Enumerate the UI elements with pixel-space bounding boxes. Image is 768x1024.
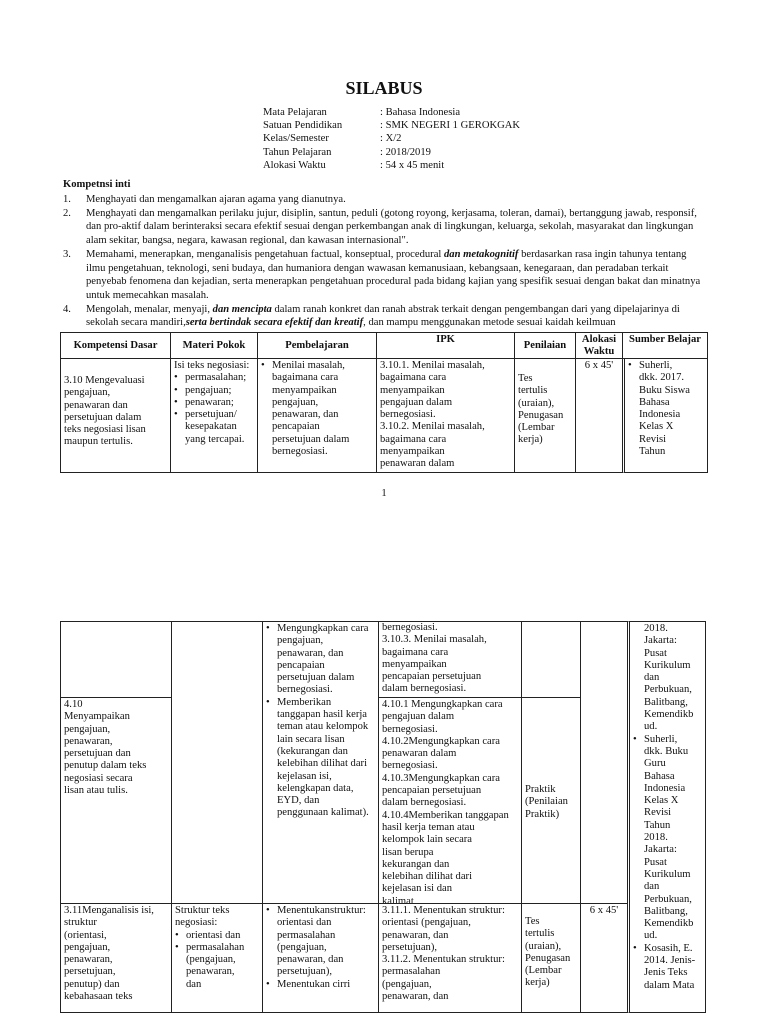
materi-intro: Isi teks negosiasi:: [174, 360, 250, 371]
list-item: [174, 409, 254, 446]
list-item: [63, 248, 708, 303]
item-text: [86, 248, 708, 303]
kd-4-10: 4.10 Menyampaikan pengajuan, penawaran, persetujuan dan penutup dalam teks negosiasi secara lisan atau tulis.: [60, 697, 172, 904]
alokasi-3-11-cell: 6 x 45': [580, 903, 628, 1013]
kompetensi-inti-heading: Kompetnsi inti: [63, 179, 131, 190]
text: Mengolah, menalar, menyaji,: [86, 303, 213, 315]
meta-row: [263, 119, 520, 132]
penilaian-empty-cell: [521, 621, 581, 698]
meta-row: [263, 106, 520, 119]
item-text: Menghayati dan mengamalkan ajaran agama yang dianutnya.: [86, 194, 346, 205]
bullet-icon: •: [174, 372, 178, 384]
meta-row: [263, 146, 520, 159]
bullet-icon: •: [628, 360, 632, 371]
item-number: 3.: [63, 248, 71, 260]
text: , dan mampu menggunakan metode sesuai kaidah keilmuan: [363, 317, 616, 329]
text: Memahami, menerapkan, menganalisis pengetahuan factual, konseptual, procedural: [86, 248, 444, 260]
item-text: permasalahan (pengajuan, penawaran, dan: [186, 941, 245, 990]
list-item: [266, 979, 375, 991]
penilaian-cell: Tes tertulis (uraian), Penugasan (Lembar kerja): [514, 358, 576, 473]
subject-info: [263, 106, 520, 172]
meta-label: Kelas/Semester: [263, 133, 329, 145]
list-item: [174, 385, 254, 397]
list-item: [266, 697, 375, 820]
header-kompetensi-dasar: Kompetensi Dasar: [60, 332, 171, 359]
item-text: Mengungkapkan cara pengajuan, penawaran, dan pencapaian persetujuan dalam bernegosiasi.: [277, 623, 369, 696]
item-text: permasalahan;: [185, 372, 247, 384]
list-item: [174, 397, 254, 409]
item-text: [86, 303, 708, 330]
ipk-cell: bernegosiasi. 3.10.3. Menilai masalah, bagaimana cara menyampaikan pencapaian persetujuan dalam bernegosiasi.: [378, 621, 522, 698]
materi-pokok-cell: [171, 903, 263, 1013]
ipk-cell: 3.10.1. Menilai masalah, bagaimana cara menyampaikan pengajuan dalam bernegosiasi. 3.10.2. Menilai masalah, bagaimana cara menyampaikan penawaran dalam: [376, 358, 515, 473]
penilaian-3-11-cell: Tes tertulis (uraian), Penugasan (Lembar kerja): [521, 903, 581, 1013]
meta-row: [263, 132, 520, 145]
pembelajaran-cell: [262, 621, 379, 904]
meta-value: : Bahasa Indonesia: [380, 107, 461, 118]
pembelajaran-cell: [262, 903, 379, 1013]
list-item: [63, 207, 708, 248]
kd-3-11: 3.11Menganalisis isi, struktur (orientasi, pengajuan, penawaran, persetujuan, penutup) dan kebahasaan teks: [60, 903, 172, 1013]
page-title: SILABUS: [345, 78, 423, 98]
text: berdasarkan rasa ingin tahunya tentang ilmu pengetahuan, teknologi, seni budaya, dan humaniora dengan wawasan kemanusiaan, kebangsaan, kenegaraan, dan peradaban terkait penyebab fenomena dan kejadian, serta menerapkan pengetahuan procedural pada bidang kajian yang spesifik sesuai dengan bakat dan minatnya untuk memecahkan masalah.: [86, 248, 701, 301]
sumber-cell: [627, 621, 706, 1013]
meta-value: : X/2: [380, 133, 402, 145]
meta-label: Satuan Pendidikan: [263, 120, 343, 132]
list-item: [261, 360, 373, 458]
meta-label: Mata Pelajaran: [263, 107, 327, 118]
bullet-icon: •: [174, 384, 178, 396]
ipk-4-10-cell: 4.10.1 Mengungkapkan cara pengajuan dalam bernegosiasi. 4.10.2Mengungkapkan cara penawaran dalam bernegosiasi. 4.10.3Mengungkapkan cara pencapaian persetujuan dalam bernegosiasi. 4.10.4Memberikan tanggapan hasil kerja teman atau kelompok lain secara lisan berupa kekurangan dan kelebihan dilihat dari kejelasan isi dan kalimat: [378, 697, 522, 904]
bullet-icon: •: [266, 696, 270, 708]
header-alokasi-waktu: Alokasi Waktu: [575, 332, 623, 359]
kompetensi-inti-list: [63, 193, 708, 330]
sumber-cell: [622, 358, 708, 473]
bullet-icon: •: [174, 409, 178, 421]
bullet-icon: •: [266, 623, 270, 634]
header-ipk: IPK: [376, 332, 515, 359]
pembelajaran-cell: [257, 358, 377, 473]
meta-label: Tahun Pelajaran: [263, 146, 332, 158]
item-number: 4.: [63, 303, 71, 315]
list-item: [174, 372, 254, 384]
bullet-icon: •: [633, 733, 637, 745]
sumber-continued: 2018. Jakarta: Pusat Kurikulum dan Perbukuan, Balitbang, Kemendikb ud.: [644, 623, 694, 733]
bullet-icon: •: [266, 978, 270, 990]
emphasis: dan mencipta: [212, 303, 272, 315]
bullet-icon: •: [266, 905, 270, 916]
list-item: [175, 942, 259, 991]
emphasis: dan metakognitif: [444, 248, 519, 260]
item-text: Menentukanstruktur: orientasi dan permasalahan (pengajuan, penawaran, dan persetujuan),: [277, 905, 366, 978]
kd-empty-cell: [60, 621, 172, 698]
list-item: [266, 623, 375, 697]
item-text: persetujuan/ kesepakatan yang tercapai.: [185, 409, 245, 445]
bullet-icon: •: [175, 929, 179, 941]
item-text: Suherli, dkk. Buku Guru Bahasa Indonesia Kelas X Revisi Tahun 2018. Jakarta: Pusat Kurikulum dan Perbukuan, Balitbang, Kemendikb ud.: [644, 733, 694, 942]
list-item: [628, 360, 704, 458]
item-text: penawaran;: [185, 396, 234, 408]
materi-intro: Struktur teks negosiasi:: [175, 905, 230, 929]
item-text: pengajuan;: [185, 384, 232, 396]
item-text: Memberikan tanggapan hasil kerja teman atau kelompok lain secara lisan (kekurangan dan kelebihan dilihat dari kejelasan isi, kelengkapan data, EYD, dan penggunaan kalimat).: [277, 696, 369, 819]
item-text: Menilai masalah, bagaimana cara menyampaikan pengajuan, penawaran, dan pencapaian persetujuan dalam bernegosiasi.: [272, 360, 350, 458]
emphasis: serta bertindak secara efektif dan kreatif: [185, 317, 364, 329]
item-text: Kosasih, E. 2014. Jenis- Jenis Teks dalam Mata: [644, 942, 696, 991]
bullet-icon: •: [633, 942, 637, 954]
list-item: [633, 734, 702, 943]
header-materi-pokok: Materi Pokok: [170, 332, 258, 359]
item-number: 2.: [63, 207, 71, 219]
list-item: [175, 930, 259, 942]
penilaian-4-10-cell: Praktik (Penilaian Praktik): [521, 697, 581, 904]
kd-3-10: 3.10 Mengevaluasi pengajuan, penawaran dan persetujuan dalam teks negosiasi lisan maupun tertulis.: [60, 358, 171, 473]
alokasi-cell: 6 x 45': [575, 358, 623, 473]
meta-label: Alokasi Waktu: [263, 159, 326, 171]
materi-empty-cell: [171, 621, 263, 904]
meta-value: : 54 x 45 menit: [380, 159, 445, 171]
meta-value: : SMK NEGERI 1 GEROKGAK: [380, 120, 521, 132]
header-penilaian: Penilaian: [514, 332, 576, 359]
bullet-icon: •: [261, 360, 265, 371]
item-text: orientasi dan: [186, 929, 241, 941]
meta-row: [263, 159, 520, 172]
bullet-icon: •: [175, 941, 179, 953]
materi-pokok-cell: [170, 358, 258, 473]
list-item: [266, 905, 375, 979]
item-text: Suherli, dkk. 2017. Buku Siswa Bahasa Indonesia Kelas X Revisi Tahun: [639, 360, 690, 458]
list-item: [63, 193, 708, 207]
page-number: 1: [381, 488, 387, 499]
header-sumber-belajar: Sumber Belajar: [622, 332, 708, 359]
list-item: [633, 943, 702, 992]
item-text: Menentukan cirri: [277, 978, 351, 990]
item-text: Menghayati dan mengamalkan perilaku jujur, disiplin, santun, peduli (gotong royong, kerjasama, toleran, damai), bertanggung jawab, responsif, dan pro-aktif dalam berinteraksi secara efektif sesuai dengan perkembangan anak di lingkungan, keluarga, sekolah, masyarakat dan lingkungan alam sekitar, bangsa, negara, kawasan regional, dan kawasan internasional".: [86, 207, 697, 247]
list-item: [63, 303, 708, 330]
item-number: 1.: [63, 194, 71, 205]
ipk-3-11-cell: 3.11.1. Menentukan struktur: orientasi (pengajuan, penawaran, dan persetujuan), 3.11.2. Menentukan struktur: permasalahan (pengajuan, penawaran, dan: [378, 903, 522, 1013]
text: dalam ranah konkret dan ranah abstrak terkait dengan pengembangan dari yang dipelajarinya di sekolah secara mandiri,: [86, 303, 680, 329]
alokasi-empty-cell: [580, 621, 628, 904]
header-pembelajaran: Pembelajaran: [257, 332, 377, 359]
meta-value: : 2018/2019: [380, 146, 431, 158]
bullet-icon: •: [174, 396, 178, 408]
